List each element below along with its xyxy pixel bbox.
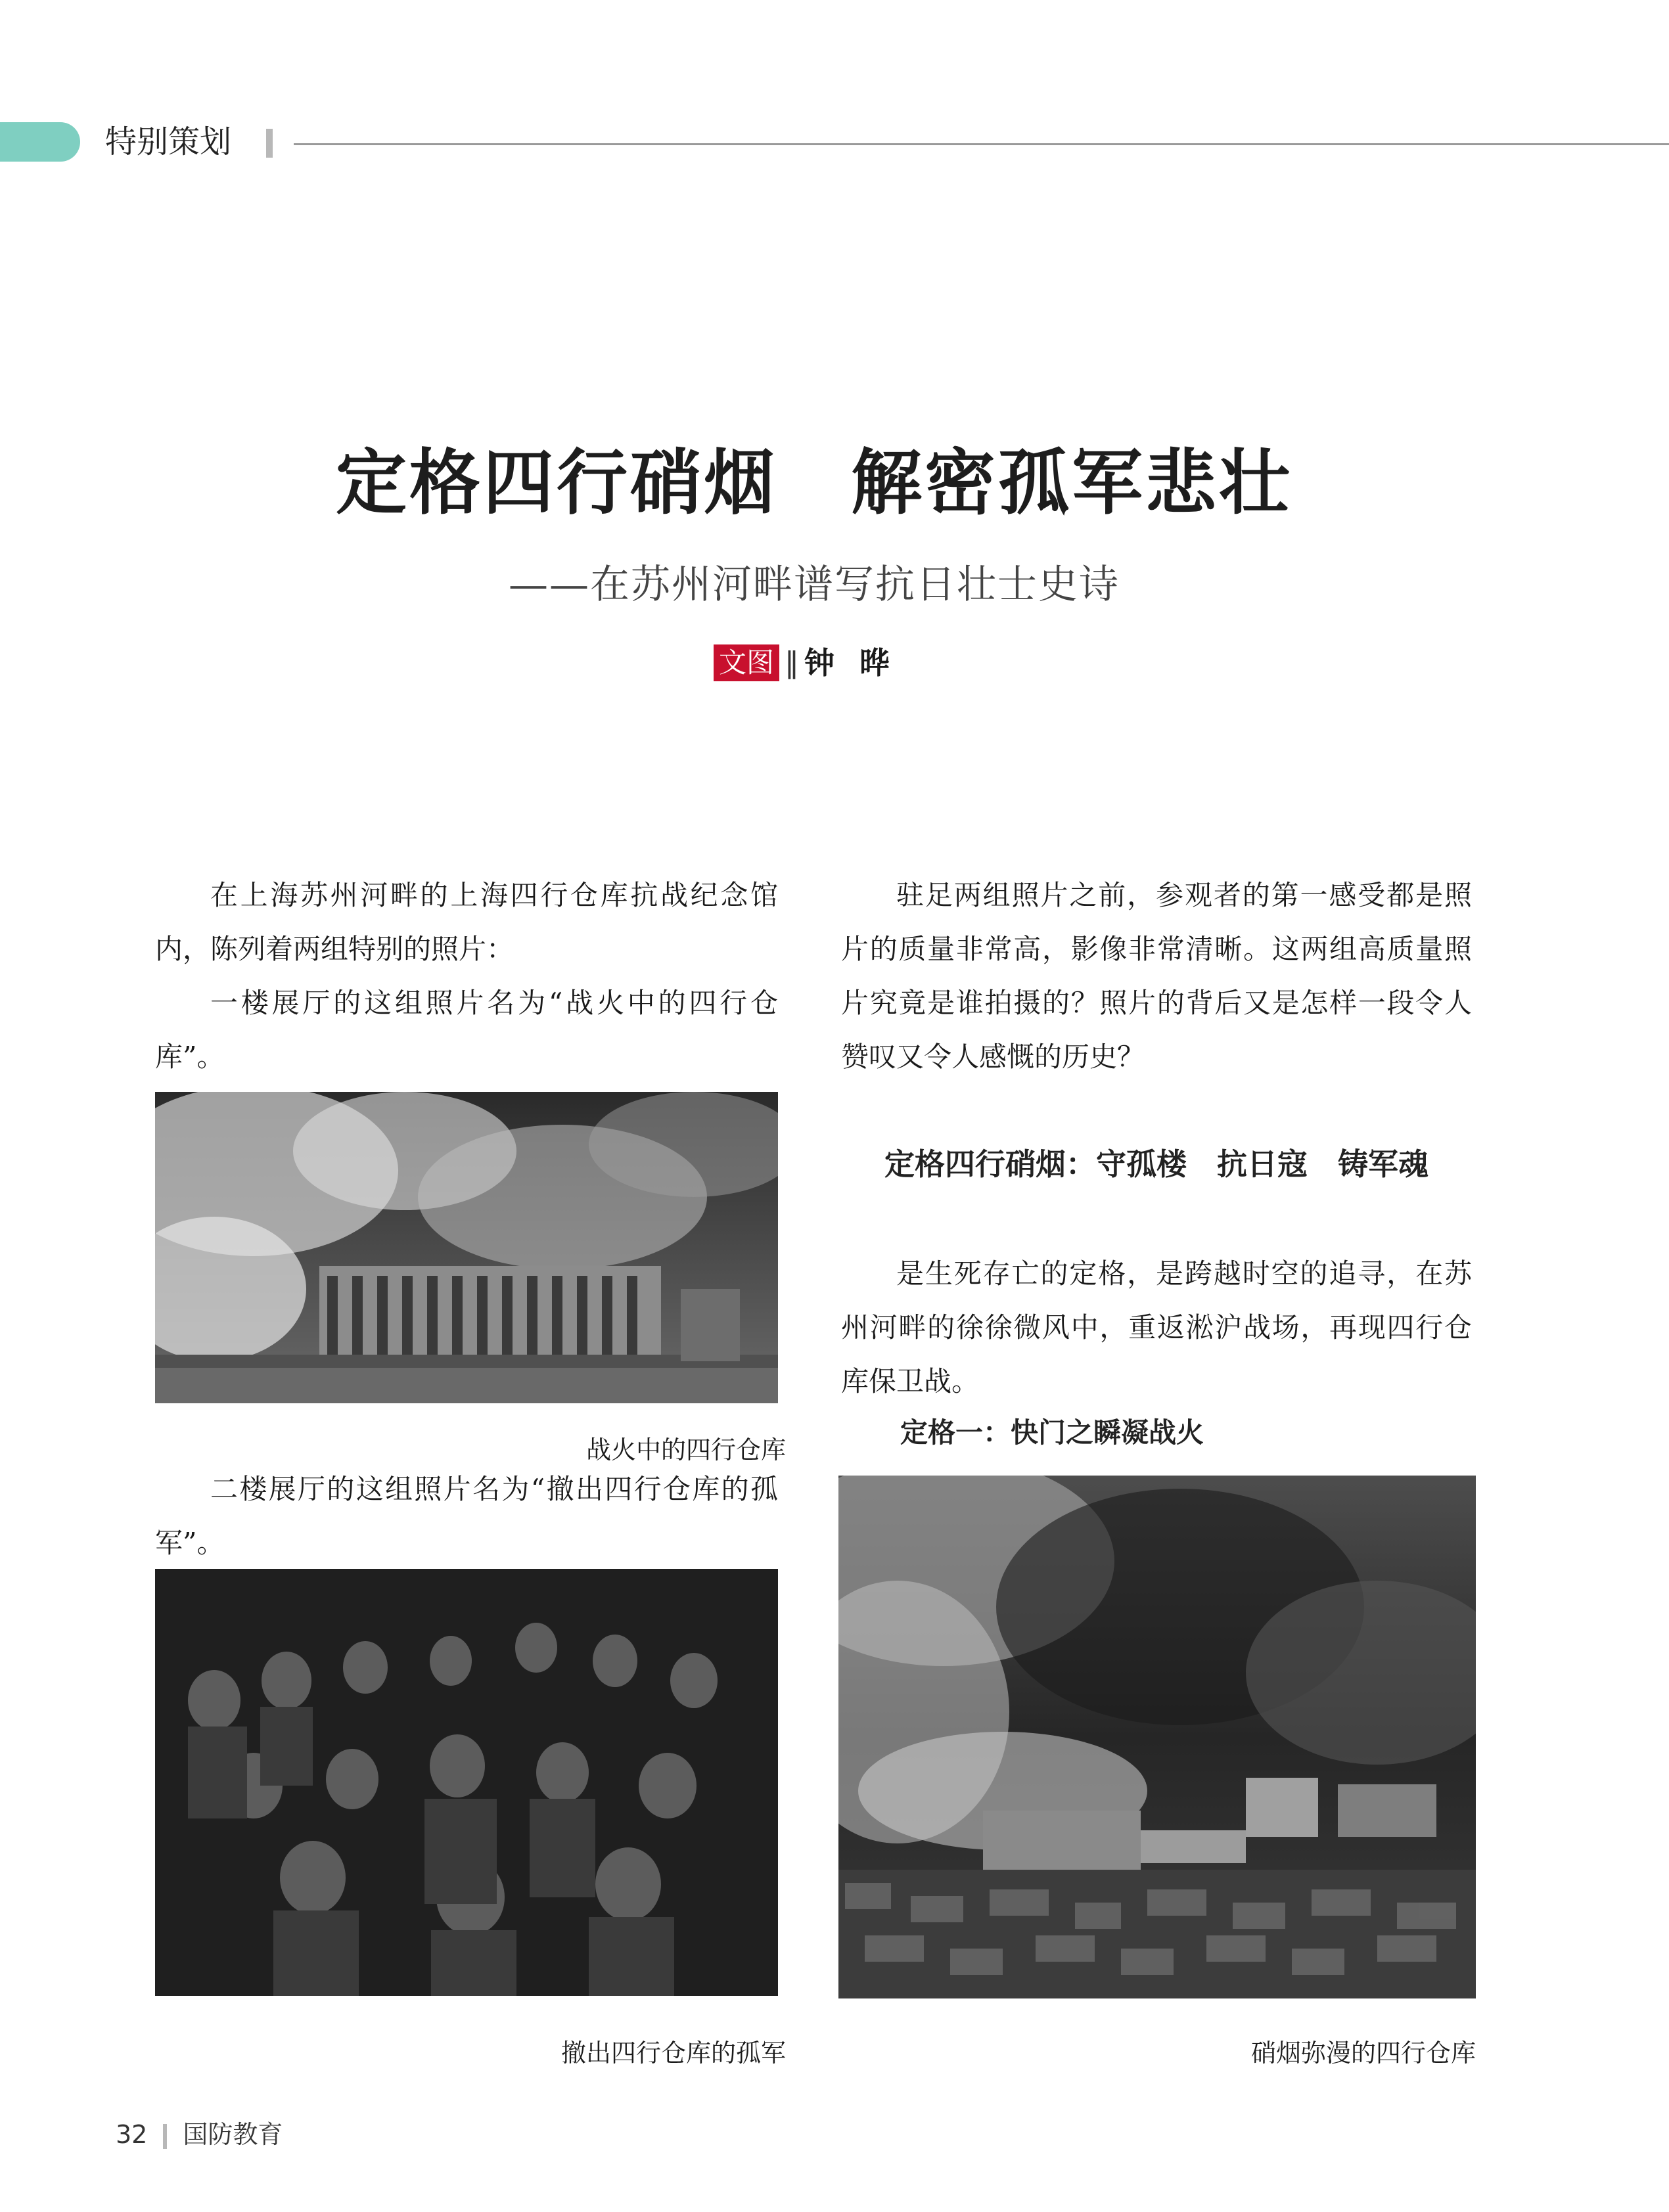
author-name: 钟晔 bbox=[804, 644, 915, 681]
byline bbox=[0, 641, 1628, 683]
left-paragraph-1: 在上海苏州河畔的上海四行仓库抗战纪念馆内，陈列着两组特别的照片： bbox=[155, 879, 778, 965]
page-footer bbox=[116, 2118, 283, 2151]
page-number: 32 bbox=[116, 2120, 148, 2149]
section-label: 特别策划 bbox=[105, 124, 232, 160]
magazine-name: 国防教育 bbox=[183, 2120, 283, 2149]
right-paragraph-2: 是生死存亡的定格，是跨越时空的追寻，在苏州河畔的徐徐微风中，重返淞沪战场，再现四行仓库保卫战。 bbox=[841, 1257, 1472, 1397]
photo-troops-withdrawing bbox=[155, 1569, 778, 1996]
header-rule bbox=[294, 143, 1669, 145]
caption-warehouse-in-war: 战火中的四行仓库 bbox=[585, 1435, 786, 1464]
section-heading: 定格四行硝烟：守孤楼 抗日寇 铸军魂 bbox=[884, 1146, 1429, 1182]
caption-troops-withdrawing: 撤出四行仓库的孤军 bbox=[560, 2039, 786, 2067]
photo-smoke-over-warehouse bbox=[838, 1476, 1476, 1998]
section-divider-bar bbox=[266, 129, 273, 158]
left-paragraph-2: 一楼展厅的这组照片名为“战火中的四行仓库”。 bbox=[155, 987, 778, 1073]
byline-separator: ‖ bbox=[785, 645, 799, 679]
article-subtitle: ——在苏州河畔谱写抗日壮士史诗 bbox=[509, 562, 1120, 608]
subheading-1: 定格一：快门之瞬凝战火 bbox=[900, 1416, 1204, 1449]
footer-divider-bar bbox=[163, 2124, 167, 2149]
caption-smoke-over-warehouse: 硝烟弥漫的四行仓库 bbox=[1250, 2039, 1476, 2067]
left-paragraph-3: 二楼展厅的这组照片名为“撤出四行仓库的孤军”。 bbox=[155, 1473, 778, 1559]
section-tab-marker bbox=[0, 122, 80, 162]
photo-warehouse-in-war bbox=[155, 1092, 778, 1403]
byline-tag: 文图 bbox=[714, 644, 779, 681]
right-paragraph-1: 驻足两组照片之前，参观者的第一感受都是照片的质量非常高，影像非常清晰。这两组高质量照片究竟是谁拍摄的？照片的背后又是怎样一段令人赞叹又令人感慨的历史？ bbox=[841, 879, 1472, 1073]
article-title: 定格四行硝烟 解密孤军悲壮 bbox=[335, 442, 1292, 524]
